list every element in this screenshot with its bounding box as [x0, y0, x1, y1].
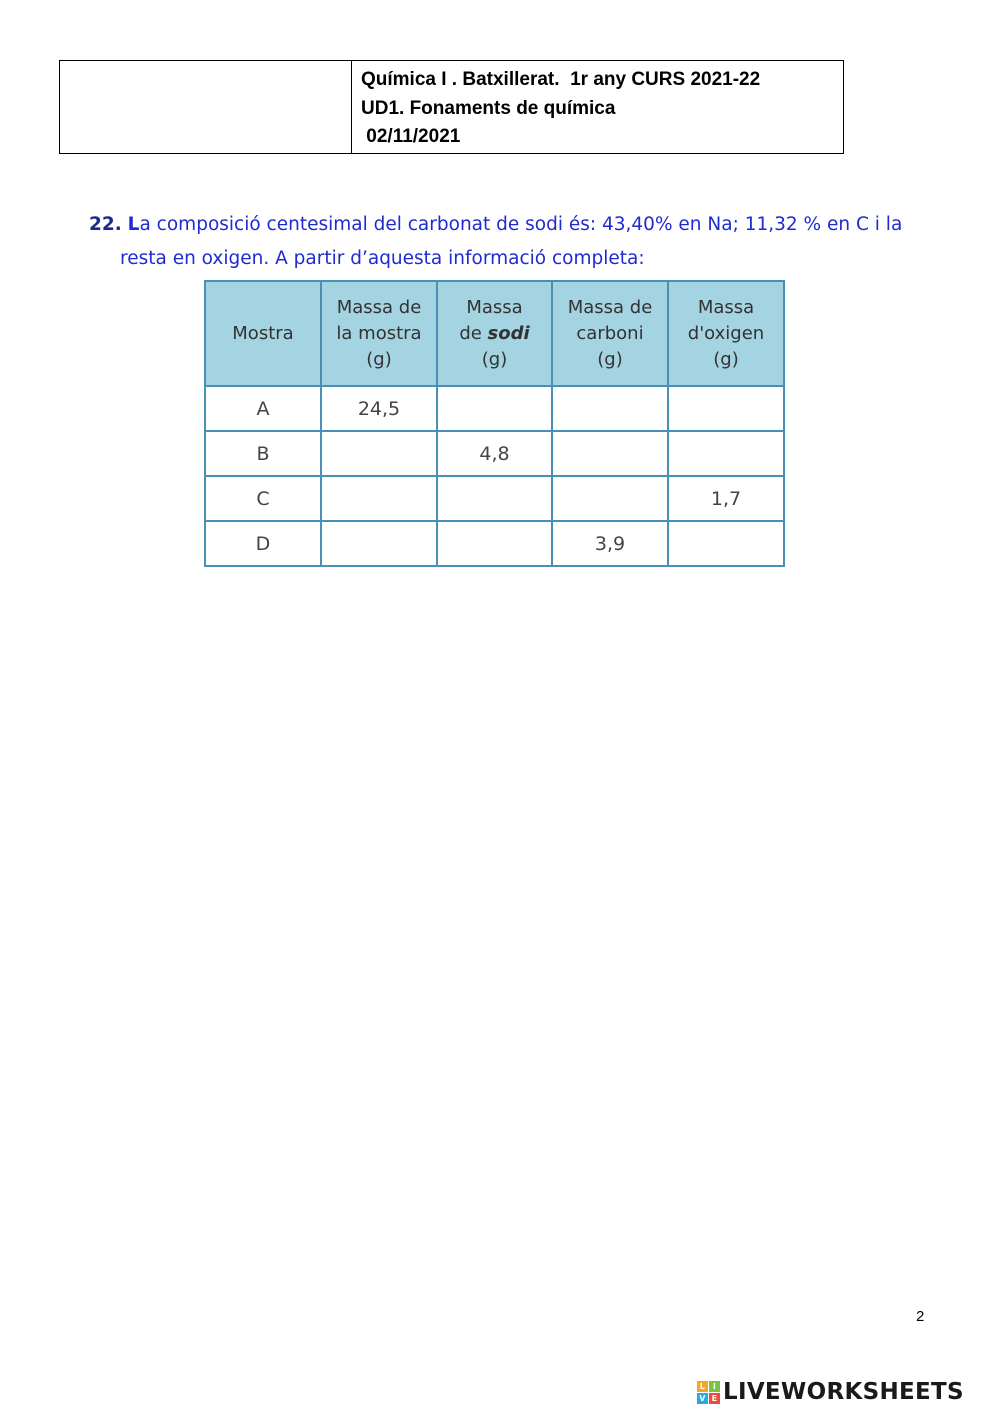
cell-massa-mostra[interactable]: [321, 431, 437, 476]
liveworksheets-logo-icon: [697, 1381, 720, 1404]
cell-massa-oxigen: 1,7: [668, 476, 784, 521]
cell-massa-carboni[interactable]: [552, 431, 668, 476]
question-first-letter: L: [127, 214, 140, 235]
date: 02/11/2021: [361, 126, 461, 147]
table-row-c: [205, 476, 784, 521]
header-left-cell: [60, 61, 352, 153]
liveworksheets-logo[interactable]: [697, 1379, 964, 1405]
cell-massa-sodi: 4,8: [437, 431, 552, 476]
cell-massa-mostra[interactable]: [321, 521, 437, 566]
cell-massa-carboni[interactable]: [552, 476, 668, 521]
course-title: Química I . Batxillerat. 1r any CURS 2021-22: [361, 69, 761, 90]
header-right-cell: [352, 61, 843, 153]
table-row-a: [205, 386, 784, 431]
header-massa-mostra-line-1: Massa de: [336, 296, 422, 318]
cell-mostra: B: [205, 431, 321, 476]
header-massa-carboni: [552, 281, 668, 386]
cell-massa-sodi[interactable]: [437, 476, 552, 521]
header-massa-sodi-line-1: Massa: [466, 296, 523, 318]
question-line-1-text: a composició centesimal del carbonat de sodi és: 43,40% en Na; 11,32 % en C i la: [139, 214, 903, 235]
question-line-2: resta en oxigen. A partir d’aquesta informació completa:: [120, 248, 645, 269]
cell-mostra: A: [205, 386, 321, 431]
header-massa-sodi: [437, 281, 552, 386]
page-number: 2: [916, 1308, 925, 1325]
cell-mostra: C: [205, 476, 321, 521]
header-massa-carboni-unit: (g): [597, 348, 623, 370]
header-massa-carboni-line-1: Massa de: [567, 296, 653, 318]
question-text: [89, 208, 919, 276]
table-header-row: [205, 281, 784, 386]
unit-title: UD1. Fonaments de química: [361, 97, 616, 119]
header-massa-sodi-line-2: [438, 321, 551, 347]
header-mostra: Mostra: [205, 281, 321, 386]
cell-massa-sodi[interactable]: [437, 386, 552, 431]
header-massa-mostra-line-2: la mostra: [336, 322, 422, 344]
header-massa-sodi-de: de: [459, 322, 488, 344]
cell-massa-oxigen[interactable]: [668, 386, 784, 431]
logo-mark-letter: L: [697, 1381, 708, 1392]
cell-massa-mostra[interactable]: [321, 476, 437, 521]
cell-massa-carboni[interactable]: [552, 386, 668, 431]
header-massa-sodi-word: sodi: [487, 322, 530, 344]
header-massa-oxigen-line-1: Massa: [697, 296, 755, 318]
question-number: 22.: [89, 214, 122, 235]
header-massa-mostra-unit: (g): [366, 348, 392, 370]
cell-massa-sodi[interactable]: [437, 521, 552, 566]
header-massa-oxigen-unit: (g): [713, 348, 739, 370]
cell-massa-oxigen[interactable]: [668, 521, 784, 566]
cell-massa-mostra: 24,5: [321, 386, 437, 431]
header-box: [59, 60, 844, 154]
table-row-b: [205, 431, 784, 476]
cell-massa-oxigen[interactable]: [668, 431, 784, 476]
logo-text: LIVEWORKSHEETS: [723, 1379, 964, 1405]
question-line-1: [89, 208, 919, 242]
logo-mark-letter: E: [709, 1393, 720, 1404]
header-massa-oxigen: [668, 281, 784, 386]
header-massa-oxigen-line-2: d'oxigen: [687, 322, 765, 344]
logo-mark-letter: V: [697, 1393, 708, 1404]
header-massa-mostra: [321, 281, 437, 386]
table-row-d: [205, 521, 784, 566]
mass-table: [204, 280, 785, 567]
logo-mark-letter: I: [709, 1381, 720, 1392]
cell-mostra: D: [205, 521, 321, 566]
header-massa-sodi-unit: (g): [481, 348, 508, 370]
header-massa-carboni-line-2: carboni: [576, 322, 644, 344]
cell-massa-carboni: 3,9: [552, 521, 668, 566]
